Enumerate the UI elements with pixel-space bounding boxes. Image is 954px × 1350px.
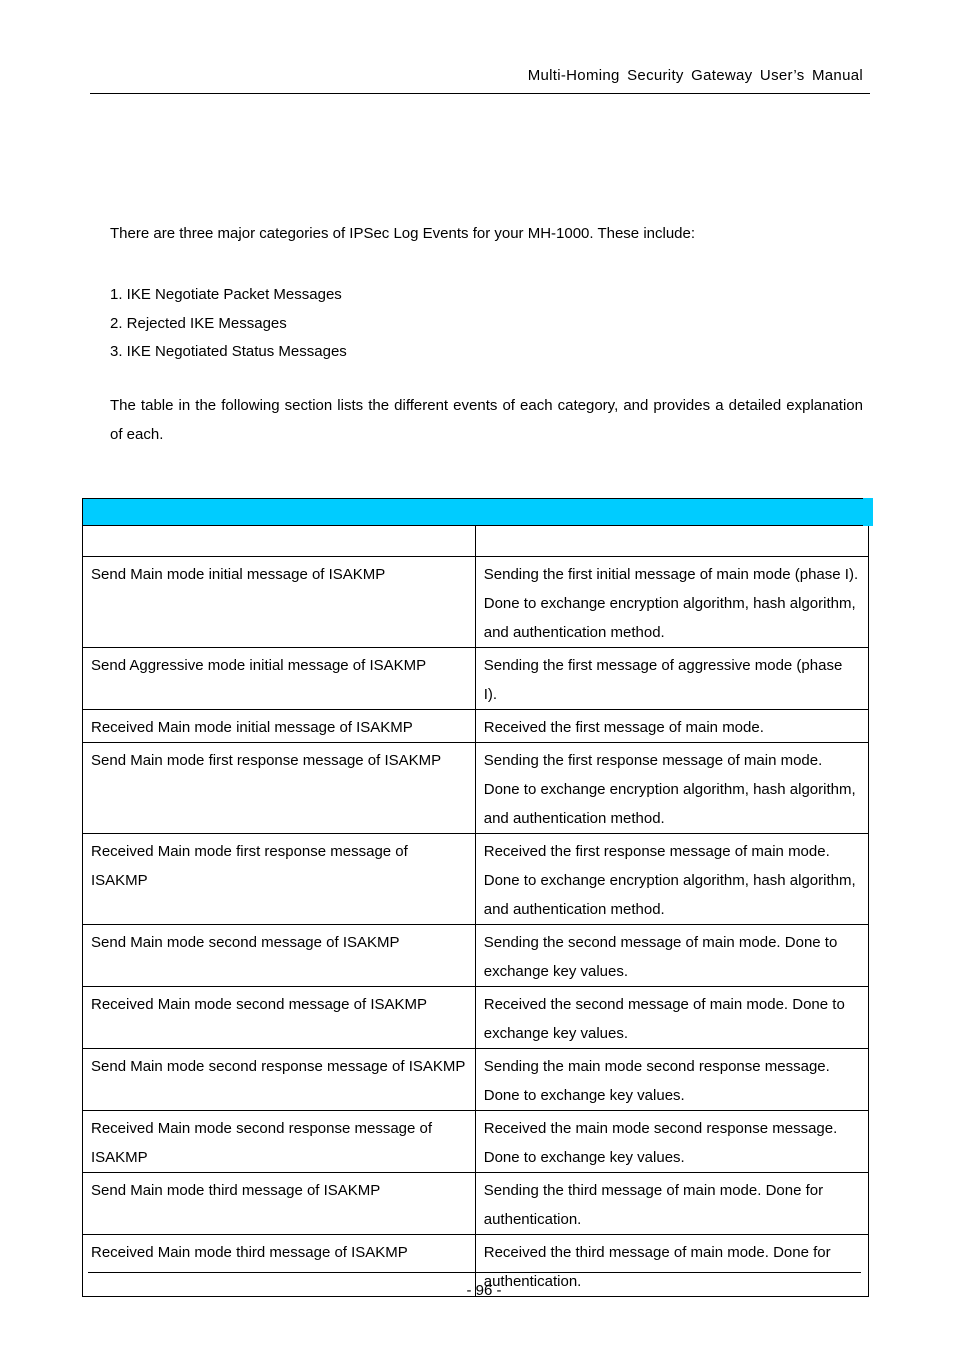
table-description-paragraph: The table in the following section lists the different events of each category, and provides a detailed explanation of each. [110, 397, 863, 443]
table-header-row [83, 526, 869, 557]
ipsec-log-events-table [82, 498, 873, 1297]
page-number: - 96 - [466, 1282, 502, 1299]
table-row [83, 557, 869, 648]
table-title-row [83, 499, 869, 526]
table-row [83, 925, 869, 987]
event-cell: Send Main mode second response message of ISAKMP [83, 1049, 476, 1111]
header-cell-description [475, 526, 868, 557]
event-cell: Send Main mode second message of ISAKMP [83, 925, 476, 987]
description-cell: Sending the second message of main mode. Done to exchange key values. [475, 925, 868, 987]
description-cell: Sending the third message of main mode. Done for authentication. [475, 1173, 868, 1235]
event-cell: Received Main mode second response message of ISAKMP [83, 1111, 476, 1173]
table-row [83, 834, 869, 925]
description-cell: Received the third message of main mode. Done for authentication. [475, 1235, 868, 1297]
description-cell: Sending the first message of aggressive mode (phase I). [475, 648, 868, 710]
table-row [83, 1111, 869, 1173]
table-row [83, 648, 869, 710]
header-cell-event [83, 526, 476, 557]
running-header-title: Multi-Homing Security Gateway User’s Manual [527, 67, 863, 84]
event-cell: Received Main mode first response message of ISAKMP [83, 834, 476, 925]
category-list [110, 281, 347, 367]
header-rule [90, 93, 870, 94]
list-item: 3. IKE Negotiated Status Messages [110, 343, 347, 360]
intro-text: There are three major categories of IPSec Log Events for your MH-1000. These include: [110, 225, 696, 242]
description-cell: Sending the main mode second response message. Done to exchange key values. [475, 1049, 868, 1111]
description-cell: Received the first response message of main mode. Done to exchange encryption algorithm, hash algorithm, and authentication method. [475, 834, 868, 925]
event-cell: Send Main mode third message of ISAKMP [83, 1173, 476, 1235]
table-row [83, 743, 869, 834]
event-cell: Received Main mode second message of ISAKMP [83, 987, 476, 1049]
event-cell: Send Main mode first response message of ISAKMP [83, 743, 476, 834]
table-title-cell [83, 499, 869, 526]
table-row [83, 1173, 869, 1235]
description-cell: Sending the first response message of main mode. Done to exchange encryption algorithm, hash algorithm, and authentication method. [475, 743, 868, 834]
event-cell: Send Aggressive mode initial message of ISAKMP [83, 648, 476, 710]
event-cell: Received Main mode initial message of ISAKMP [83, 710, 476, 743]
event-cell: Received Main mode third message of ISAKMP [83, 1235, 476, 1297]
list-item: 1. IKE Negotiate Packet Messages [110, 286, 342, 303]
footer-rule [88, 1272, 861, 1273]
table-row [83, 710, 869, 743]
event-cell: Send Main mode initial message of ISAKMP [83, 557, 476, 648]
description-cell: Received the first message of main mode. [475, 710, 868, 743]
table-row [83, 1049, 869, 1111]
table-row [83, 987, 869, 1049]
list-item: 2. Rejected IKE Messages [110, 314, 287, 332]
description-cell: Received the main mode second response message. Done to exchange key values. [475, 1111, 868, 1173]
description-cell: Received the second message of main mode. Done to exchange key values. [475, 987, 868, 1049]
description-cell: Sending the first initial message of main mode (phase I). Done to exchange encryption algorithm, hash algorithm, and authentication method. [475, 557, 868, 648]
